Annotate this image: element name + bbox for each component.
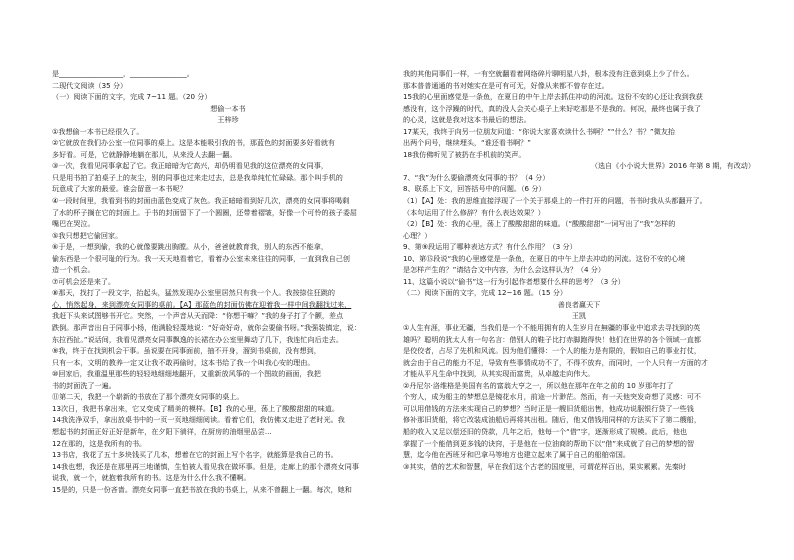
left-text-line: 心，悄然起身，来到漂亮女同事的桌前。【A】那蓝色的封面仿佛在迎着我一样中间我翻找过来，: [52, 299, 352, 309]
right-text-line: 的心灵，这就是我对这本书最后的想法。: [403, 115, 531, 125]
right-text-line: 15我的心里面感觉是一条鱼，在夏日的中午上岸去抓住冲动的河流。这份不安的心还让我到我获: [403, 92, 703, 102]
left-text-line: 是__________________，________________。: [52, 69, 194, 78]
right-text-line: 是怎样产生的？”请结合文中内容，为什么会这样认为？（4 分）: [403, 265, 605, 275]
left-text-line: ⑦可机会还是来了。: [52, 276, 116, 286]
left-text-line: 12在那的，这是我所有的书。: [52, 438, 147, 448]
left-text-line: ④一段时间里，我看到书的封面由蓝色变成了灰色。我正暗暗看到好几次，漂亮的女同事将喝剩: [52, 196, 350, 206]
left-text-line: 东拉西扯。”说话间，我看见漂亮女同事飘逸的长裙在办公室里舞动了几下，我连忙向后走去。: [52, 334, 343, 344]
left-text-line: ③一次，我看见同事拿起了它。我正暗暗为它高兴，却仍明看见我的这位漂亮的女同事，: [52, 161, 328, 171]
right-column: [403, 68, 755, 472]
left-text-line: 想偷一本书: [210, 103, 246, 113]
right-text-line: 雄吗？聪明的犹太人有一句名言：借别人的鞋子比打赤脚跑得快！他们在世界的各个领域一直都: [403, 334, 701, 344]
left-text-line: 想起书的封面正好正好是新年，在夕阳下徜徉，在厨房的油烟里品尝…: [52, 426, 272, 436]
right-text-line: 10、第⑮段说“我的心里感觉是一条鱼，在夏日的中午上岸去冲动的河流。这份不安的心境: [403, 253, 686, 263]
right-text-line: 心理？）: [403, 230, 432, 240]
left-text-line: 王梓珍: [217, 115, 239, 125]
left-text-line: 我赶下头来试图够书开它。突然，一个声音从天而降：“你想干嘛？”我的身子打了个颤，差点: [52, 311, 344, 321]
right-text-line: 慧，迄今他在西班牙和巴拿马等地方也建立起来了属于自己的船舶帝国。: [403, 450, 630, 460]
left-text-line: ①我想偷一本书已经很久了。: [52, 126, 144, 136]
left-text-line: 了水的杯子搁在它的封面上。于书的封面留下了一个圆圈，还带着褶皱，好像一个可怜的孩子委屈: [52, 207, 358, 217]
left-text-line: 15是的，只是一份吝啬。漂亮女同事一直把书放在我的书桌上，从来不曾翻上一翻。每次，她和: [52, 484, 352, 494]
right-text-line: 船的收入又足以偿还旧的贷款，几年之后，他每一个“借”字，逐渐形成了规模。此后，他也: [403, 426, 688, 436]
left-text-line: 偷东西是一个很可耻的行为。我一天天地看着它，看着办公室未来往往的同事，一直到我自己创: [52, 253, 350, 263]
left-text-line: 多好看。可是，它就静静地躺在那儿，从来没人去翻一翻。: [52, 149, 237, 159]
right-text-line: 9、第⑨段运用了哪种表达方式？有什么作用？（3 分）: [403, 242, 577, 252]
left-text-line: 玩意成了大家的最爱。谁会留意一本书呢？: [52, 184, 187, 194]
right-text-line: 我的其他同事们一样，一有空就翻看着网络碎片聊明星八卦，根本没有注意到桌上少了什么。: [403, 69, 694, 78]
right-text-line: 是佼佼者，占尽了先机和风流。因为他们懂得：一个人的能力是有限的，假如自己的事业打仗，: [403, 346, 701, 356]
right-text-line: ③其实，借的艺术和智慧，早在我们这个古老的国度里，可谓花样百出，果实累累。先秦时: [403, 461, 687, 471]
left-text-line: ⑥于是，一想到偷，我的心就像要跳出胸膛。从小，爸爸就教育我，别人的东西不能拿，: [52, 242, 328, 252]
right-text-line: 那本普普通通的书对她实在是可有可无，好像从来都不曾存在过。: [403, 80, 609, 90]
right-text-line: ②丹尼尔·洛维格是美国有名的富翁大亨之一，所以他在那年在年之前的 10 岁那年打了: [403, 380, 674, 390]
right-text-line: 才能从平凡生命中找到，从其实现而富贵，从卓越走向伟大。: [403, 369, 595, 379]
left-text-line: 14我也想，我还是在那里再三地谨慎，生怕被人看见我在做坏事。但是，走廊上的那个漂亮女同事: [52, 461, 359, 471]
right-text-line: 出两个问号，继续埋头，“谁还看书啊？”: [403, 138, 531, 148]
right-text-line: 善良者赢天下: [557, 299, 601, 309]
right-text-line: 修补那旧货船，将它改装成油船后再将其出租。随后，他又借钱用同样的方法买下了第二艘船，: [403, 415, 701, 425]
left-text-line: 二现代文阅读（35 分）: [52, 80, 128, 90]
right-text-line: ①人生有涯，事业无疆，当我们是一个不能用拥有的人生岁月在無疆的事业中追求去寻找到的英: [403, 323, 701, 333]
left-text-line: ⑤我只想把它偷回家。: [52, 230, 123, 240]
left-text-line: ②它就放在我们办公室一位同事的桌上。这是本能吸引我的书，那蓝色的封面要多好看就有: [52, 138, 336, 148]
left-text-line: 跌倒。那声音出自于同事小杨，他满脸轻蔑地说：“好奇好奇，就你会要偷书呀。”我强装镇定，说：: [52, 323, 361, 333]
right-text-line: （2）【B】处：我的心里，荡上了酸酸甜甜的味道。（“酸酸甜甜”一词写出了“我”怎样的: [403, 219, 676, 229]
right-text-line: 18我仿佛听见了被扔在手机前的笑声。: [403, 149, 526, 159]
left-text-line: 造一个机会。: [52, 265, 95, 275]
right-text-line: （选自《小小说大世界》2016 年第 8 期，有改动）: [590, 161, 755, 171]
left-text-line: 书的封面洗了一遍。: [52, 380, 116, 390]
left-column: [52, 68, 404, 495]
right-text-line: （二）阅读下面的文字，完成 12~16 题。（15 分）: [403, 288, 567, 298]
right-text-line: 8、联系上下文，回答括号中的问题。（6 分）: [403, 184, 546, 194]
left-text-line: ⑧那天，找打了一段文字，抬起头，猛然发现办公室里居然只有我一个人。我按捺住狂跳的: [52, 288, 336, 298]
left-text-line: 说我，就一个，就抱着我所有的书。这是为什么什么我不懂啊。: [52, 473, 251, 483]
right-text-line: （本句运用了什么修辞？有什么表达效果？）: [403, 207, 545, 217]
right-text-line: 可以用借钱的方法来实现自己的梦想？当时正是一艘旧货船出售，他成功说服银行贷了一些钱: [403, 403, 694, 413]
left-text-line: 13次日，我把书拿出来，它又变成了精美的模样。【B】我的心里，荡上了酸酸甜甜的味道。: [52, 403, 339, 413]
right-text-line: （1）【A】处：我的思维直接浮现了一个关于那桌上的一件打开的问题，书书时我从头都翻开了。: [403, 196, 707, 206]
right-text-line: 感没有，这个浮躁的时代，真的没人会关心桌子上来好吃那是不是我的。何况，最终也属于我了: [403, 103, 701, 113]
right-text-line: 掌握了一个能借到更多钱的诀窍，于是他在一位油商的帮助下以“借”来成就了自己的梦想的智: [403, 438, 695, 448]
left-text-line: 13书店，我花了五十多块钱买了几本，想着在它的封面上写个名字，就能算是我自己的书。: [52, 450, 338, 460]
left-text-line: ⑨我，终于在找到机会干事。虽说要在同事面前，抽不开身，溜到书桌前，没有想到，: [52, 346, 321, 356]
right-text-line: 王凯: [571, 311, 587, 321]
right-text-line: 就会由于自己的能力不足，导致有些事情成功不了，不得不放弃，而同时，一个人只有一方面的才: [403, 357, 709, 367]
right-text-line: 17某天，我终于向另一位朋友问道：“你说大家喜欢读什么书啊？”“什么？书？”微友抬: [403, 126, 676, 136]
right-text-line: 7、“我”为什么要偷漂亮女同事的书？（4 分）: [403, 172, 550, 182]
right-text-line: 11、这篇小说以“偷书”这一行为引起作者想要什么样的思考？（3 分）: [403, 276, 625, 286]
left-text-line: （一）阅读下面的文字，完成 7~11 题。（20 分）: [52, 92, 212, 102]
left-text-line: 嘴巴在哭泣。: [52, 219, 95, 229]
left-text-line: ⑪第二天，我把一个崭新的书放在了那个漂亮女同事的桌上。: [52, 392, 244, 402]
left-text-line: 只有一本，文明的教养一定又让我不敢再偷时，这本书给了我一个叫我心安的理由。: [52, 357, 315, 367]
right-text-line: 个穷人，成为船主的梦想总是镜花水月，前途一片渺茫。然而，有一天他突发奇想了灵感：可不: [403, 392, 701, 402]
left-text-line: ⑩回家后，我重温里那些的轻轻地细细地翻开，又重新放风筝的一个图故的画面，我把: [52, 369, 321, 379]
left-text-line: 只是用书拍了拍桌子上的灰尘，别的同事也过来走过去，总是我单纯忙忙碌碌。那个叫手机的: [52, 172, 343, 182]
left-text-line: 14我洗净双手，拿出放桌书中的一页一页地细细阅读。看着它们，我仿佛又走进了老时光。我: [52, 415, 345, 425]
